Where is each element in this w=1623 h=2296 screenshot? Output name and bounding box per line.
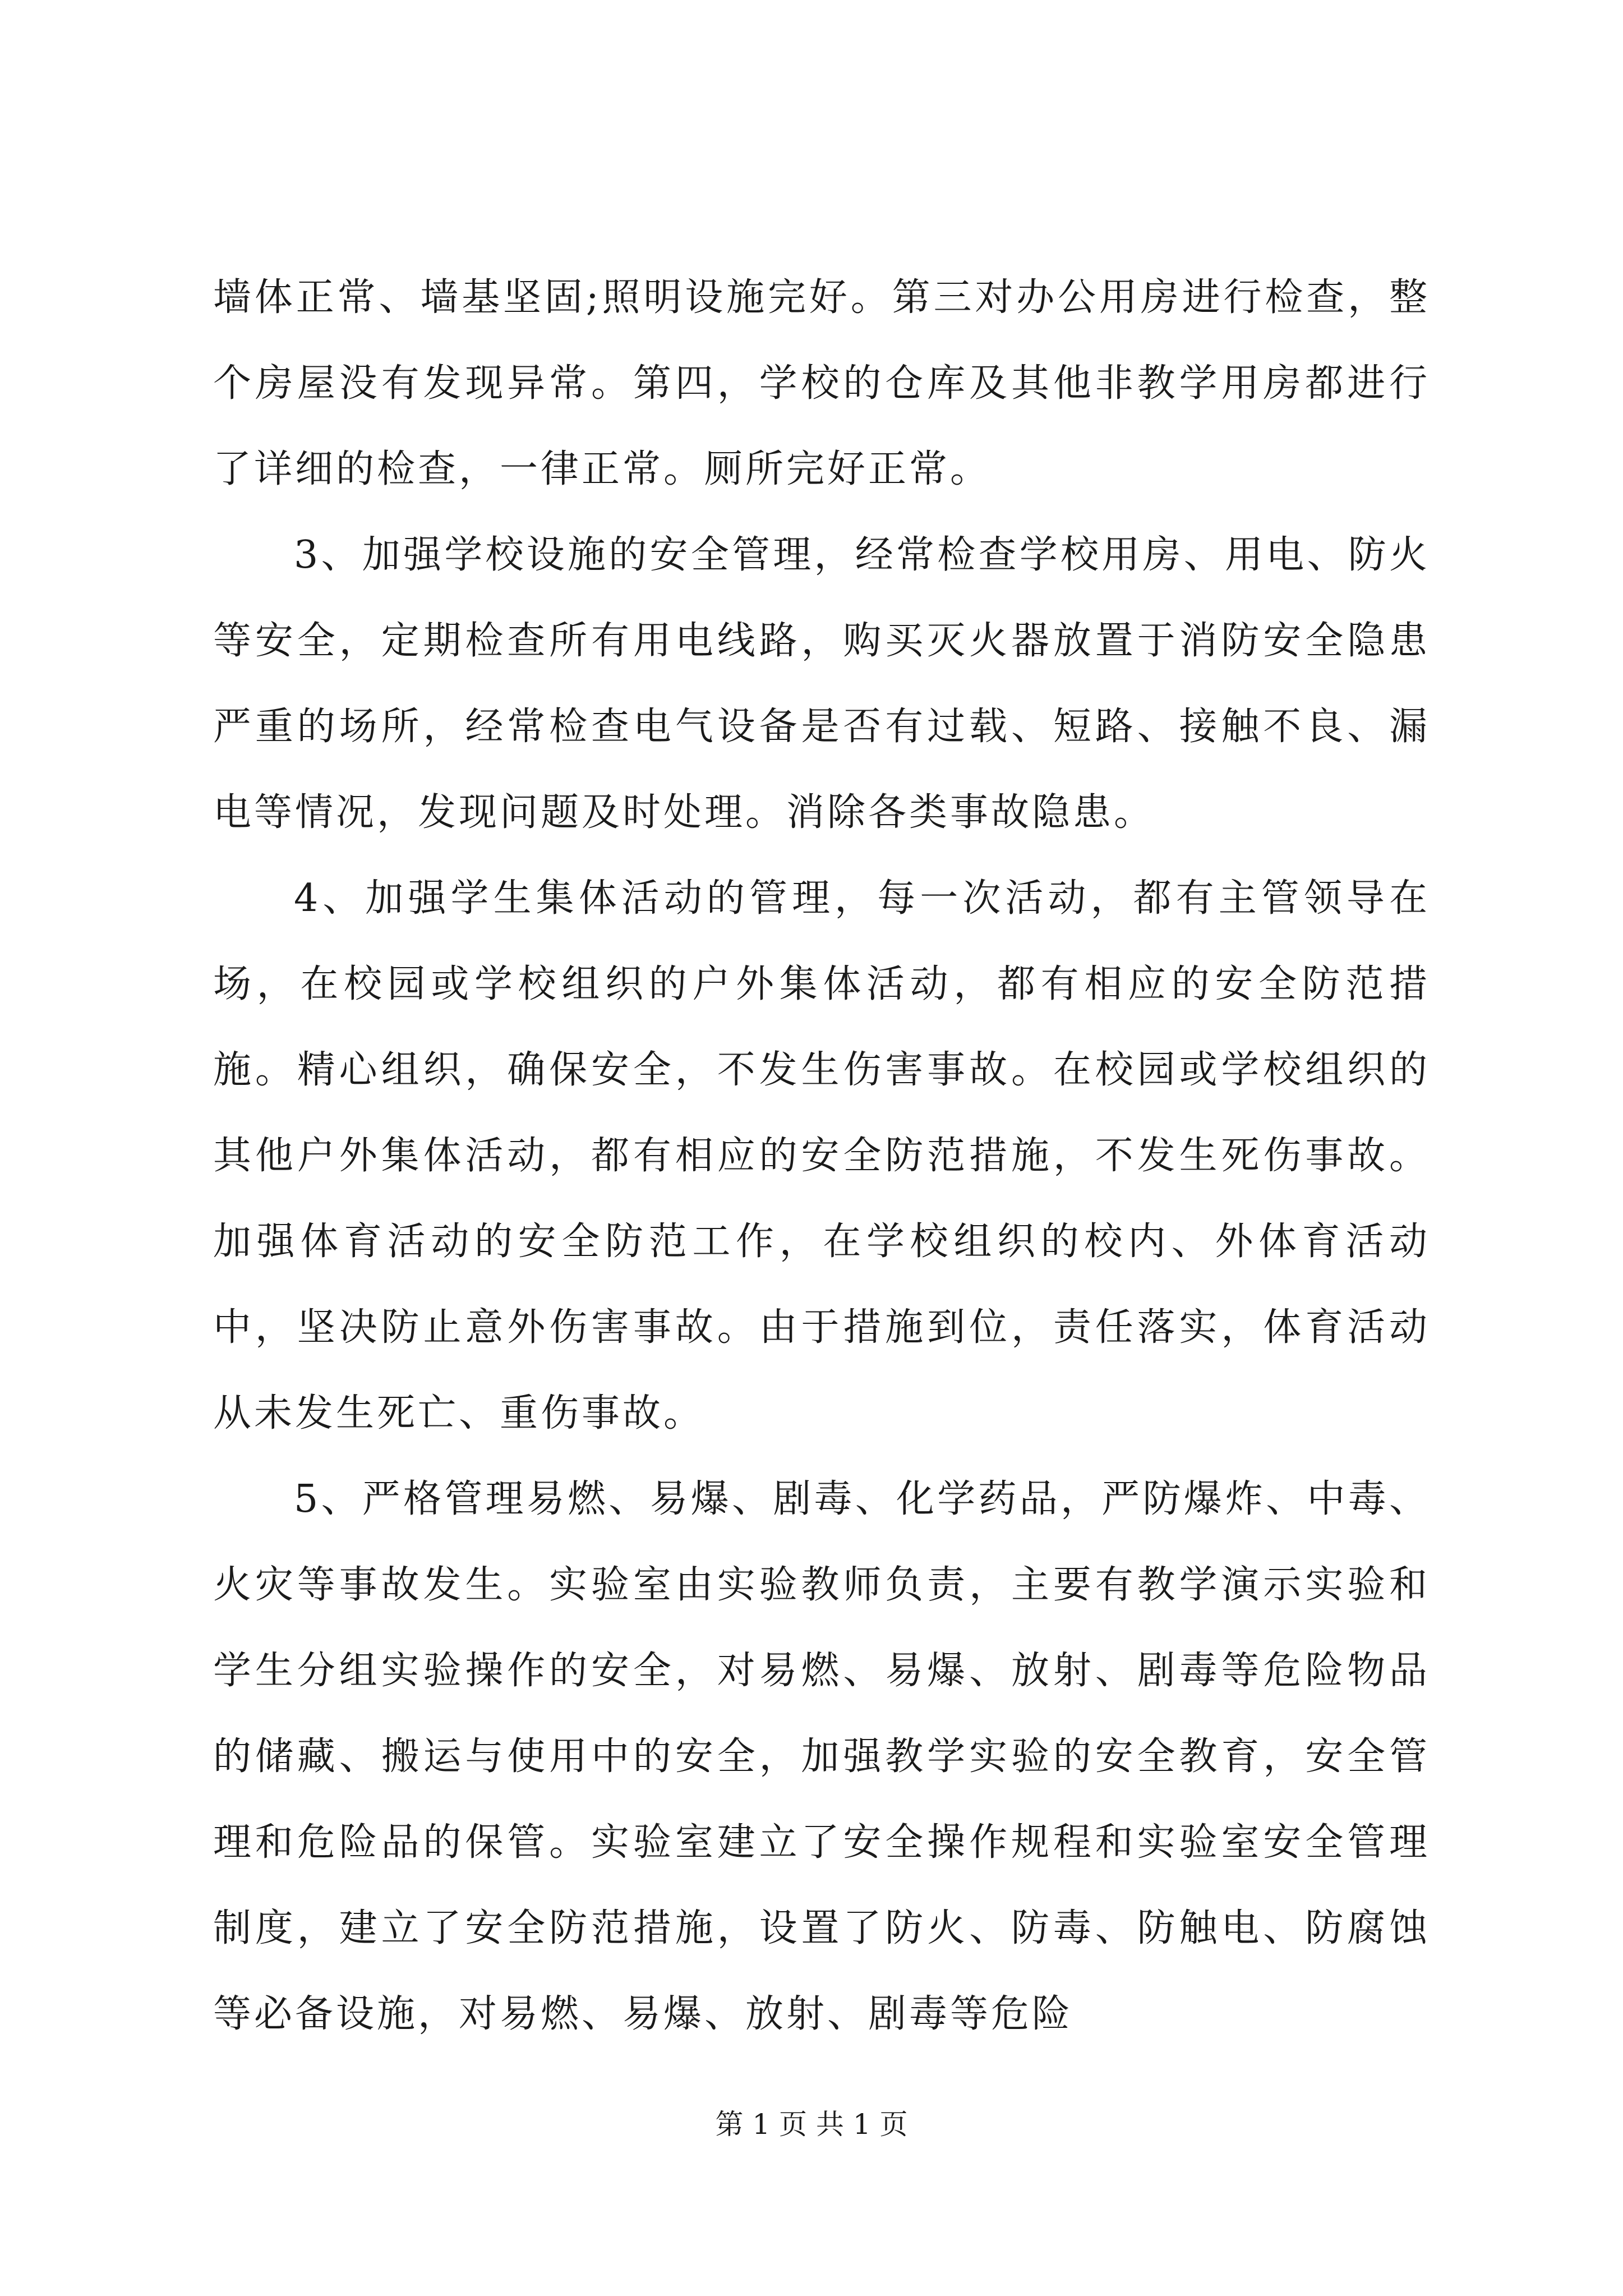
paragraph-3: 4、加强学生集体活动的管理，每一次活动，都有主管领导在场，在校园或学校组织的户外集体活动，都有相应的安全防范措施。精心组织，确保安全，不发生伤害事故。在校园或学校组织的其他户外集体活动，都有相应的安全防范措施，不发生死伤事故。加强体育活动的安全防范工作，在学校组织的校内、外体育活动中，坚决防止意外伤害事故。由于措施到位，责任落实，体育活动从未发生死亡、重伤事故。	[213, 876, 1430, 1435]
paragraph-4: 5、严格管理易燃、易爆、剧毒、化学药品，严防爆炸、中毒、火灾等事故发生。实验室由实验教师负责，主要有教学演示实验和学生分组实验操作的安全，对易燃、易爆、放射、剧毒等危险物品的储藏、搬运与使用中的安全，加强教学实验的安全教育，安全管理和危险品的保管。实验室建立了安全操作规程和实验室安全管理制度，建立了安全防范措施，设置了防火、防毒、防触电、防腐蚀等必备设施，对易燃、易爆、放射、剧毒等危险	[213, 1477, 1430, 2036]
paragraph-1: 墙体正常、墙基坚固;照明设施完好。第三对办公用房进行检查，整个房屋没有发现异常。第四，学校的仓库及其他非教学用房都进行了详细的检查，一律正常。厕所完好正常。	[213, 275, 1430, 491]
paragraph-2: 3、加强学校设施的安全管理，经常检查学校用房、用电、防火等安全，定期检查所有用电线路，购买灭火器放置于消防安全隐患严重的场所，经常检查电气设备是否有过载、短路、接触不良、漏电等情况，发现问题及时处理。消除各类事故隐患。	[213, 533, 1430, 835]
document-body	[213, 255, 1430, 2057]
page-footer: 第 1 页 共 1 页	[715, 2108, 908, 2141]
